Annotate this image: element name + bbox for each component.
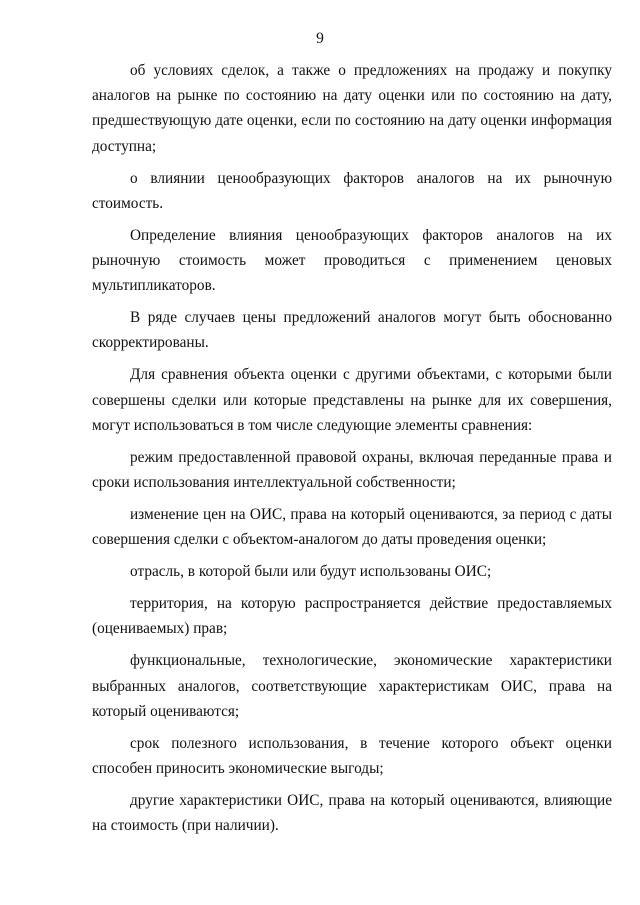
- paragraph-offer-price-adjustment: В ряде случаев цены предложений аналогов могут быть обоснованно скорректированы.: [92, 309, 612, 352]
- paragraph-other-characteristics: другие характеристики ОИС, права на который оцениваются, влияющие на стоимость (при наличии).: [92, 792, 612, 835]
- paragraph-price-change: изменение цен на ОИС, права на который оцениваются, за период с даты совершения сделки с объектом-аналогом до даты проведения оценки;: [92, 506, 612, 549]
- paragraph-characteristics: функциональные, технологические, экономические характеристики выбранных аналогов, соответствующие характеристикам ОИС, права на который оцениваются;: [92, 652, 612, 720]
- paragraph-comparison-elements-intro: Для сравнения объекта оценки с другими объектами, с которыми были совершены сделки или которые представлены на рынке для их совершения, могут использоваться в том числе следующие элементы сравнения:: [92, 366, 612, 434]
- document-body: [92, 58, 612, 845]
- paragraph-useful-life: срок полезного использования, в течение которого объект оценки способен приносить экономические выгоды;: [92, 734, 612, 778]
- paragraph-price-multipliers: Определение влияния ценообразующих факторов аналогов на их рыночную стоимость может проводиться с применением ценовых мультипликаторов.: [92, 226, 612, 295]
- paragraph-conditions-of-deals: об условиях сделок, а также о предложениях на продажу и покупку аналогов на рынке по состоянию на дату оценки или по состоянию на дату, предшествующую дате оценки, если по состоянию на дату оценки информация доступна;: [92, 62, 612, 155]
- page-number: 9: [316, 30, 324, 47]
- paragraph-industry: отрасль, в которой были или будут использованы ОИС;: [130, 563, 492, 581]
- paragraph-legal-protection-regime: режим предоставленной правовой охраны, включая переданные права и сроки использования интеллектуальной собственности;: [92, 448, 612, 492]
- paragraph-price-factors-influence: о влиянии ценообразующих факторов аналогов на их рыночную стоимость.: [92, 169, 612, 212]
- paragraph-territory: территория, на которую распространяется действие предоставляемых (оцениваемых) прав;: [92, 595, 612, 638]
